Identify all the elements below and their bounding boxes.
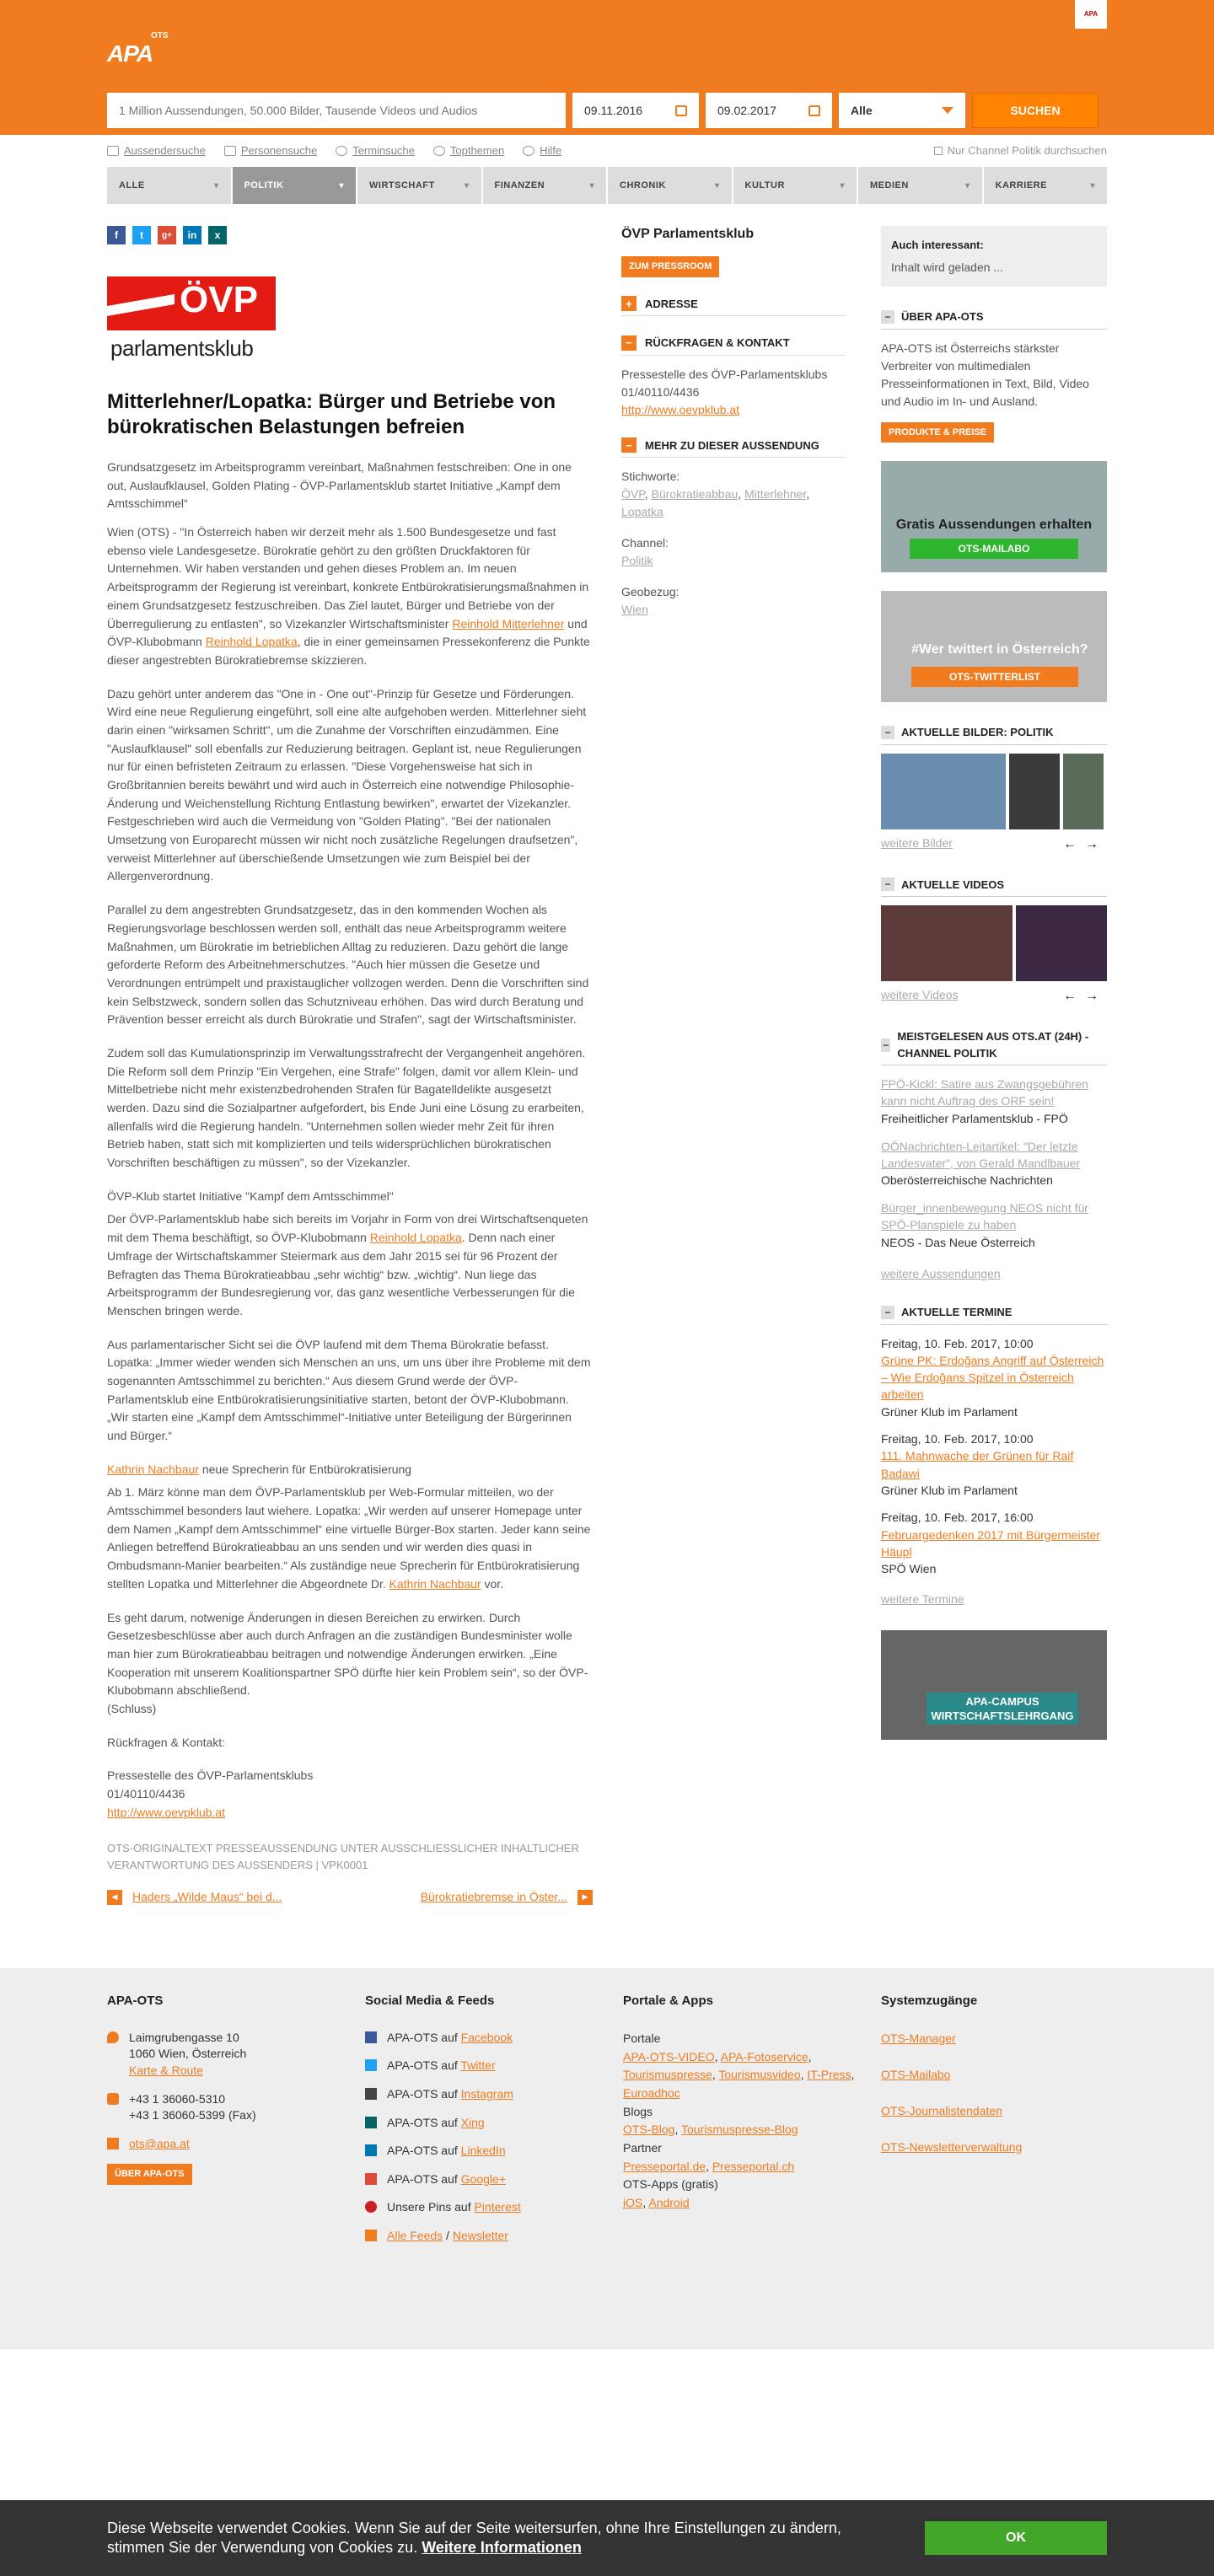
section-mehr[interactable]: − MEHR ZU DIESER AUSSENDUNG Stichworte: ÖVP, Bürokratieabbau, Mitterlehner, Lopatka Channel: Politik Geobezug: Wien bbox=[621, 437, 846, 620]
facebook-icon bbox=[365, 2031, 377, 2043]
apa-ots-logo[interactable]: APA OTS bbox=[107, 31, 169, 67]
termin-item: Freitag, 10. Feb. 2017, 10:00 Grüne PK: Erdoğans Angriff auf Österreich – Wie Erdoğans Spitzel in Österreich arbeiten Grüner Klub im Parlament bbox=[881, 1336, 1104, 1419]
menu-politik[interactable]: POLITIK ▾ bbox=[233, 167, 357, 204]
contact-block: Pressestelle des ÖVP-Parlamentsklubs 01/40110/4436 http://www.oevpklub.at bbox=[107, 1768, 314, 1819]
instagram-icon bbox=[365, 2088, 377, 2100]
minus-icon: − bbox=[881, 310, 894, 324]
chevron-left-icon: ◀ bbox=[107, 1890, 122, 1905]
menu-alle[interactable]: ALLE ▾ bbox=[107, 167, 231, 204]
link-lopatka[interactable]: Reinhold Lopatka bbox=[205, 635, 298, 649]
section-adresse[interactable]: + ADRESSE bbox=[621, 296, 846, 317]
chevron-down-icon: ▾ bbox=[213, 180, 219, 191]
minus-icon: − bbox=[881, 877, 894, 891]
menu-chronik[interactable]: CHRONIK ▾ bbox=[608, 167, 732, 204]
prev-article[interactable]: ◀ Haders „Wilde Maus“ bei d... bbox=[107, 1888, 282, 1906]
facebook-icon[interactable]: f bbox=[107, 226, 126, 244]
section-bilder[interactable]: − AKTUELLE BILDER: POLITIK bbox=[881, 724, 1107, 745]
apa-corner-badge[interactable]: APA bbox=[1075, 0, 1107, 29]
phone-icon bbox=[107, 2093, 119, 2105]
calendar-icon bbox=[675, 105, 687, 116]
mailabo-button[interactable]: OTS-MAILABO bbox=[910, 539, 1078, 559]
top-bar bbox=[0, 0, 1214, 84]
person-icon bbox=[224, 146, 236, 156]
most-read-link[interactable]: Bürger_innenbewegung NEOS nicht für SPÖ-Planspiele zu haben bbox=[881, 1201, 1088, 1232]
location-icon bbox=[107, 2031, 119, 2043]
next-article[interactable]: Bürokratiebremse in Öster... ▶ bbox=[421, 1888, 593, 1906]
info-icon bbox=[523, 146, 534, 156]
link-mitterlehner[interactable]: Reinhold Mitterlehner bbox=[452, 616, 565, 631]
termin-item: Freitag, 10. Feb. 2017, 16:00 Februargedenken 2017 mit Bürgermeister Häupl SPÖ Wien bbox=[881, 1511, 1100, 1576]
carousel-arrows-icon[interactable]: ←→ bbox=[1063, 989, 1107, 1003]
contact-url[interactable]: http://www.oevpklub.at bbox=[107, 1805, 226, 1819]
video-thumb[interactable] bbox=[881, 905, 1013, 981]
paragraph: Zudem soll das Kumulationsprinzip im Verwaltungsstrafrecht der Vergangenheit angehören. Die Reform soll dem Prinzip "Ein Vergehen, eine Strafe" folgen, damit vor allem Klein- und Mittelbetriebe nicht mehr existenzbedrohenden Strafen für Bagatelldelikte ausgesetzt werden. Dazu sind die Sozialpartner aufgefordert, bis Ende Juni eine Lösung zu erarbeiten, allenfalls wird die Regierung handeln. "Unternehmen sollen wieder mehr Zeit für ihren Betrieb haben, statt sich mit komplizierten und teils widersprüchlichen bürokratischen Vorschriften beschäftigen zu müssen", so der Vizekanzler. bbox=[107, 1045, 586, 1170]
linkedin-icon bbox=[365, 2144, 377, 2156]
footer-portale: Portale & Apps Portale APA-OTS-VIDEO, APA-Fotoservice, Tourismuspresse, Tourismusvideo, IT-Press, Euroadhoc Blogs OTS-Blog, Tourismuspresse-Blog Partner Presseportal.de, Presseportal.ch OTS-Apps (gratis) iOS, Android bbox=[623, 1994, 855, 2210]
chevron-down-icon: ▾ bbox=[840, 180, 845, 191]
cookie-info-link[interactable]: Weitere Informationen bbox=[422, 2539, 582, 2556]
footer-apa-ots: APA-OTS Laimgrubengasse 10 1060 Wien, Österreich Karte & Route +43 1 36060-5310 +43 1 36060-5399 (Fax) ots@apa.at ÜBER APA-OTS bbox=[107, 1992, 365, 2256]
footer-social: Social Media & Feeds APA-OTS auf Facebook APA-OTS auf Twitter APA-OTS auf Instagram APA-OTS auf Xing APA-OTS auf LinkedIn APA-OTS auf Google+ Unsere Pins auf Pinterest Alle Feeds / Newsletter bbox=[365, 1994, 521, 2243]
checkbox-icon bbox=[934, 147, 943, 155]
section-videos[interactable]: − AKTUELLE VIDEOS bbox=[881, 877, 1107, 898]
cookie-text: Diese Webseite verwendet Cookies. Wenn Sie auf der Seite weitersurfen, ohne Ihre Einstellungen zu ändern, stimmen Sie der Verwendung von Cookies zu. Weitere Informationen bbox=[107, 2519, 841, 2556]
most-read-link[interactable]: OÖNachrichten-Leitartikel: "Der letzte Landesvater", von Gerald Mandlbauer bbox=[881, 1139, 1081, 1170]
mail-link[interactable]: ots@apa.at bbox=[129, 2136, 190, 2150]
link-lopatka[interactable]: Reinhold Lopatka bbox=[369, 1231, 462, 1245]
oevp-parlamentsklub-logo: ÖVP parlamentsklub bbox=[107, 276, 276, 359]
clock-icon bbox=[336, 146, 347, 156]
termin-item: Freitag, 10. Feb. 2017, 10:00 111. Mahnwache der Grünen für Raif Badawi Grüner Klub im Parlament bbox=[881, 1432, 1074, 1497]
most-read-link[interactable]: FPÖ-Kickl: Satire aus Zwangsgebühren kann nicht Auftrag des ORF sein! bbox=[881, 1077, 1088, 1108]
photo-thumb[interactable] bbox=[881, 754, 1006, 829]
plus-icon: + bbox=[621, 296, 637, 311]
subnav-topthemen[interactable]: Topthemen bbox=[433, 142, 504, 159]
twitterlist-button[interactable]: OTS-TWITTERLIST bbox=[911, 667, 1078, 687]
section-meistgelesen[interactable]: − MEISTGELESEN AUS OTS.AT (24H) - CHANNEL POLITIK bbox=[881, 1028, 1107, 1065]
minus-icon: − bbox=[881, 1038, 890, 1052]
photo-strip bbox=[881, 754, 1107, 829]
menu-finanzen[interactable]: FINANZEN ▾ bbox=[483, 167, 607, 204]
more-photos-link[interactable]: weitere Bilder bbox=[881, 835, 953, 850]
xing-icon[interactable]: x bbox=[208, 226, 227, 244]
subnav-aussendersuche[interactable]: Aussendersuche bbox=[107, 142, 206, 159]
video-strip bbox=[881, 905, 1107, 981]
xing-icon bbox=[365, 2117, 377, 2128]
paragraph: Aus parlamentarischer Sicht sei die ÖVP laufend mit dem Thema Bürokratie befasst. Lopatka: „Immer wieder wenden sich Menschen an uns, um uns über ihre Probleme mit dem sogenannten Amtsschimmel zu berichten.“ Aus diesem Grund werde der ÖVP-Parlamentsklub eine Entbürokratisierungsinitiative starten, betont der ÖVP-Klubobmann. „Wir starten eine „Kampf dem Amtsschimmel“-Initiative unter Beteiligung der Bürgerinnen und Bürger.“ bbox=[107, 1337, 591, 1442]
carousel-arrows-icon[interactable]: ←→ bbox=[1063, 836, 1107, 851]
section-rueckfragen[interactable]: − RÜCKFRAGEN & KONTAKT Pressestelle des ÖVP-Parlamentsklubs 01/40110/4436 http://www.oevpklub.at bbox=[621, 335, 846, 419]
article-lead: Grundsatzgesetz im Arbeitsprogramm vereinbart, Maßnahmen festschreiben: One in one out, Auslaufklausel, Golden Plating - ÖVP-Parlamentsklub startet Initiative „Kampf dem Amtsschimmel“ bbox=[107, 460, 572, 511]
search-input[interactable] bbox=[107, 93, 566, 128]
chevron-down-icon bbox=[942, 107, 953, 114]
cookie-ok-button[interactable]: OK bbox=[925, 2521, 1107, 2555]
ueber-apa-ots-button[interactable]: ÜBER APA-OTS bbox=[107, 2164, 192, 2185]
more-videos-link[interactable]: weitere Videos bbox=[881, 988, 959, 1001]
pinterest-icon bbox=[365, 2201, 377, 2213]
menu-karriere[interactable]: KARRIERE ▾ bbox=[984, 167, 1108, 204]
tag-link[interactable]: Lopatka bbox=[621, 505, 663, 518]
channel-only-toggle[interactable]: Nur Channel Politik durchsuchen bbox=[934, 142, 1107, 159]
twitter-icon bbox=[365, 2059, 377, 2071]
system-link[interactable]: OTS-Mailabo bbox=[881, 2067, 951, 2081]
chevron-down-icon: ▾ bbox=[464, 180, 470, 191]
truck-icon bbox=[107, 146, 119, 156]
google-plus-icon[interactable]: g+ bbox=[158, 226, 176, 244]
more-termine-link[interactable]: weitere Termine bbox=[881, 1592, 964, 1607]
search-bar bbox=[0, 84, 1214, 135]
article-title: Mitterlehner/Lopatka: Bürger und Betriebe von bürokratischen Belastungen befreien bbox=[107, 390, 556, 438]
sub-navigation bbox=[107, 135, 1107, 167]
about-text: APA-OTS ist Österreichs stärkster Verbreiter von multimedialen Presseinformationen in Text, Bild, Video und Audio im In- und Ausland. bbox=[881, 341, 1089, 408]
linkedin-icon[interactable]: in bbox=[183, 226, 201, 244]
subnav-personensuche[interactable]: Personensuche bbox=[224, 142, 317, 159]
google-plus-icon bbox=[365, 2173, 377, 2185]
tag-link[interactable]: ÖVP bbox=[621, 487, 645, 501]
tag-link[interactable]: Mitterlehner bbox=[744, 487, 807, 501]
chevron-right-icon: ▶ bbox=[577, 1890, 593, 1905]
sender-column bbox=[621, 226, 846, 1906]
chevron-down-icon: ▾ bbox=[589, 180, 594, 191]
subheading: Kathrin Nachbaur neue Sprecherin für Entbürokratisierung bbox=[107, 1462, 412, 1476]
chevron-down-icon: ▾ bbox=[714, 180, 720, 191]
compass-icon bbox=[433, 146, 445, 156]
date-from-field[interactable]: 09.11.2016 bbox=[572, 93, 699, 128]
map-link[interactable]: Karte & Route bbox=[129, 2063, 203, 2078]
rss-icon bbox=[365, 2230, 377, 2241]
footer bbox=[0, 1968, 1214, 2349]
also-interesting-box: Auch interessant: Inhalt wird geladen ... bbox=[881, 226, 1107, 287]
more-aussendungen-link[interactable]: weitere Aussendungen bbox=[881, 1266, 1001, 1280]
minus-icon: − bbox=[621, 437, 637, 453]
footer-system: Systemzugänge OTS-Manager OTS-Mailabo OTS-Journalistendaten OTS-Newsletterverwaltung bbox=[881, 1992, 1107, 2256]
system-link[interactable]: OTS-Newsletterverwaltung bbox=[881, 2139, 1023, 2154]
geo-link[interactable]: Wien bbox=[621, 603, 648, 616]
filter-select[interactable]: Alle bbox=[839, 93, 965, 128]
date-to-field[interactable]: 09.02.2017 bbox=[706, 93, 832, 128]
sidebar bbox=[881, 226, 1107, 1906]
paragraph: Es geht darum, notwenige Änderungen in diesen Bereichen zu erwirken. Durch Gesetzesbeschlüsse aber auch durch Anfragen an die zuständigen Bundesminister wolle man hier zum Bürokratieabbau beitragen und notwendige Änderungen erwirken. „Eine Kooperation mit unserem Koalitionspartner SPÖ dürfte hier kein Problem sein“, so der ÖVP-Klubobmann abschließend. (Schluss) bbox=[107, 1610, 588, 1715]
paragraph: Dazu gehört unter anderem das "One in - One out"-Prinzip für Gesetze und Förderungen. Wird eine neue Regulierung eingeführt, soll eine alte aufgehoben werden. Mitterlehner sieht darin einen "wirksamen Schritt", um die Zunahme der Vorschriften einzudämmen. Eine "Auslaufklausel" soll ebenfalls zur Reduzierung beitragen. Geplant ist, neue Regulierungen nur für einen befristeten Zeitraum zu erlassen. "Diese Vorgehensweise hat sich in Großbritannien bereits bewährt und wird auch in Österreich eine notwendige Philosophie-Änderung und Weichenstellung Richtung Entlastung bewirken", erwartet der Vizekanzler. Festgeschrieben wird auch die Vermeidung von "Golden Plating". "Bei der nationalen Umsetzung von Europarecht müssen wir nicht noch zusätzliche Regelungen draufsetzen", verweist Mitterlehner auf überschießende Umsetzungen wie zum Beispiel bei der Allergenverordnung. bbox=[107, 686, 587, 883]
mail-icon bbox=[107, 2138, 119, 2149]
paragraph: Der ÖVP-Parlamentsklub habe sich bereits im Vorjahr in Form von drei Wirtschaftsenqueten mit dem Thema beschäftigt, so ÖVP-Klubobmann Reinhold Lopatka. Denn nach einer Umfrage der Wirtschaftskammer Steiermark aus dem Jahr 2015 sei für 96 Prozent der Befragten das Thema Bürokratieabbau „sehr wichtig“ bzw. „wichtig“. Nun liege das Arbeitsprogramm der Bundesregierung vor, das ganz wesentliche Verbesserungen für die Menschen bringen werde. bbox=[107, 1212, 588, 1318]
mailabo-banner[interactable]: Gratis Aussendungen erhalten OTS-MAILABO bbox=[881, 461, 1107, 572]
link-nachbaur[interactable]: Kathrin Nachbaur bbox=[389, 1576, 481, 1591]
main-menu bbox=[107, 167, 1107, 204]
disclaimer: OTS-ORIGINALTEXT PRESSEAUSSENDUNG UNTER AUSSCHLIESSLICHER INHALTLICHER VERANTWORTUNG DES AUSSENDERS | VPK0001 bbox=[107, 1842, 579, 1871]
chevron-down-icon: ▾ bbox=[339, 180, 344, 191]
photo-thumb[interactable] bbox=[1063, 754, 1104, 829]
system-link[interactable]: OTS-Journalistendaten bbox=[881, 2103, 1002, 2117]
menu-medien[interactable]: MEDIEN ▾ bbox=[858, 167, 982, 204]
chevron-down-icon: ▾ bbox=[1090, 180, 1095, 191]
tag-link[interactable]: Bürokratieabbau bbox=[651, 487, 739, 501]
system-link[interactable]: OTS-Manager bbox=[881, 2031, 956, 2045]
minus-icon: − bbox=[621, 335, 637, 351]
subnav-hilfe[interactable]: Hilfe bbox=[523, 142, 561, 159]
paragraph: Parallel zu dem angestrebten Grundsatzgesetz, das in den kommenden Wochen als Regierungsvorlage beschlossen werden soll, enthält das neue Arbeitsprogramm weitere Maßnahmen, um Bürokratie im betrieblichen Alltag zu reduzieren. Dazu gehört die lange geforderte Reform des Arbeitnehmerschutzes. "Auch hier müssen die Gesetze und Verordnungen entrümpelt und praxistauglicher vollzogen werden. Denn die Vorschriften sind kein Selbstzweck, sondern sollen das Schutzniveau erhöhen. Das wird durch Beratung und Prävention besser erreicht als durch Bürokratie und Strafen", sagt der Wirtschaftsminister. bbox=[107, 903, 589, 1027]
twitterlist-banner[interactable]: #Wer twittert in Österreich? OTS-TWITTERLIST bbox=[881, 591, 1107, 702]
paragraph: Wien (OTS) - "In Österreich haben wir derzeit mehr als 1.500 Bundesgesetze und fast ebenso viele Landesgesetze. Bürokratie gehört zu den größten Druckfaktoren für Unternehmen. Wir haben verstanden und gehen dieses Problem an. Im neuen Arbeitsprogramm der Regierung ist vereinbart, konkrete Entbürokratisierungsmaßnahmen in einem Grundsatzgesetz festzuschreiben. Das Ziel lautet, Bürger und Betriebe von der Überregulierung zu entlasten", so Vizekanzler Wirtschaftsminister Reinhold Mitterlehner und ÖVP-Klubobmann Reinhold Lopatka, die in einer gemeinsamen Pressekonferenz die Punkte dieser angestrebten Bürokratiebremse skizzieren. bbox=[107, 525, 590, 667]
article-column bbox=[107, 226, 593, 1906]
channel-link[interactable]: Politik bbox=[621, 554, 653, 567]
search-button[interactable]: SUCHEN bbox=[972, 93, 1099, 128]
minus-icon: − bbox=[881, 1306, 894, 1319]
contact-url[interactable]: http://www.oevpklub.at bbox=[621, 402, 740, 416]
paragraph: Ab 1. März könne man dem ÖVP-Parlamentsklub per Web-Formular mitteilen, wo der Amtsschimmel besonders laut wiehere. Lopatka: „Wir werden auf unserer Homepage unter dem Namen „Kampf dem Amtsschimmel“ eine virtuelle Bürger-Box starten. Jeder kann seine Anliegen betreffend Bürokratieabbau an uns senden und wir werden dies quasi in Ombudsmann-Manier bearbeiten.“ Als zuständige neue Sprecherin für Entbürokratisierung stellten Lopatka und Mitterlehner die Abgeordnete Dr. Kathrin Nachbaur vor. bbox=[107, 1485, 591, 1591]
section-ueber[interactable]: − ÜBER APA-OTS bbox=[881, 309, 1107, 330]
pressroom-button[interactable]: ZUM PRESSROOM bbox=[621, 256, 719, 277]
link-nachbaur[interactable]: Kathrin Nachbaur bbox=[107, 1462, 199, 1476]
campus-banner[interactable]: APA-CAMPUS WIRTSCHAFTSLEHRGANG bbox=[881, 1630, 1107, 1740]
calendar-icon bbox=[808, 105, 820, 116]
video-thumb[interactable] bbox=[1016, 905, 1107, 981]
contact-heading: Rückfragen & Kontakt: bbox=[107, 1735, 226, 1749]
subheading: ÖVP-Klub startet Initiative "Kampf dem Amtsschimmel" bbox=[107, 1189, 394, 1203]
cookie-banner bbox=[0, 2500, 1214, 2576]
menu-wirtschaft[interactable]: WIRTSCHAFT ▾ bbox=[357, 167, 481, 204]
minus-icon: − bbox=[881, 726, 894, 739]
sender-title: ÖVP Parlamentsklub bbox=[621, 227, 755, 241]
section-termine[interactable]: − AKTUELLE TERMINE bbox=[881, 1304, 1107, 1325]
share-buttons bbox=[107, 226, 593, 246]
subnav-terminsuche[interactable]: Terminsuche bbox=[336, 142, 415, 159]
article-pager bbox=[107, 1888, 593, 1906]
most-read-list: FPÖ-Kickl: Satire aus Zwangsgebühren kann nicht Auftrag des ORF sein! Freiheitlicher Parlamentsklub - FPÖ OÖNachrichten-Leitartikel: "Der letzte Landesvater", von Gerald Mandlbauer Oberösterreichische Nachrichten Bürger_innenbewegung NEOS nicht für SPÖ-Planspiele zu haben NEOS - Das Neue Österreich weitere Aussendungen bbox=[881, 1076, 1107, 1282]
photo-thumb[interactable] bbox=[1009, 754, 1060, 829]
twitter-icon[interactable]: t bbox=[132, 226, 151, 244]
produkte-button[interactable]: PRODUKTE & PREISE bbox=[881, 422, 994, 443]
article-body bbox=[107, 523, 593, 1822]
chevron-down-icon: ▾ bbox=[964, 180, 970, 191]
menu-kultur[interactable]: KULTUR ▾ bbox=[733, 167, 857, 204]
